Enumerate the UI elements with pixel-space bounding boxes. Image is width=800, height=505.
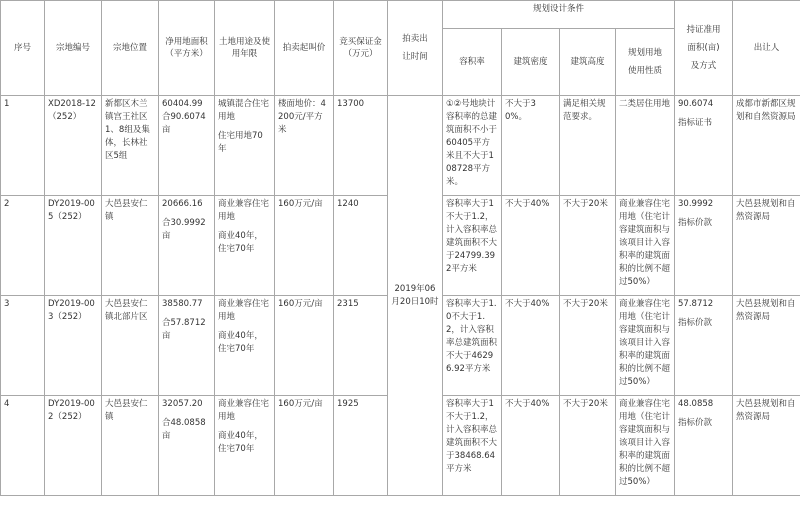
cell-measure-way: 指标价款 <box>678 418 713 428</box>
cell-area <box>159 296 215 396</box>
cell-location: 大邑县安仁镇 <box>102 196 159 296</box>
cell-start-price: 160万元/亩 <box>275 196 334 296</box>
header-area <box>159 1 215 96</box>
cell-land-use-type: 商业兼容住宅用地 <box>218 299 270 322</box>
cell-area <box>159 196 215 296</box>
cell-far: 容积率大于1不大于1.2，计入容积率总建筑面积不大于38468.64平方米 <box>443 396 502 496</box>
header-row-1 <box>1 1 800 29</box>
header-far: 容积率 <box>443 29 502 96</box>
header-seller: 出让人 <box>733 1 800 96</box>
cell-seller: 成都市新都区规划和自然资源局 <box>733 96 800 196</box>
header-deposit-line2: （万元） <box>343 49 378 59</box>
cell-land-use <box>215 396 275 496</box>
cell-land-use <box>215 96 275 196</box>
cell-area <box>159 96 215 196</box>
header-location: 宗地位置 <box>102 1 159 96</box>
cell-land-use <box>215 196 275 296</box>
header-measure-line1: 持证准用 <box>686 25 721 35</box>
header-code: 宗地编号 <box>45 1 102 96</box>
cell-auction-time: 2019年06月20日10时 <box>388 96 443 496</box>
header-planning: 规划设计条件 <box>443 1 675 29</box>
cell-code: DY2019-002（252） <box>45 396 102 496</box>
cell-area-mu: 合57.8712亩 <box>162 318 206 341</box>
cell-area-sqm: 38580.77 <box>162 299 203 309</box>
cell-far: ①②号地块计容积率的总建筑面积不小于60405平方米且不大于108728平方米。 <box>443 96 502 196</box>
cell-land-use <box>215 296 275 396</box>
cell-measure <box>675 96 733 196</box>
cell-land-use-term: 商业40年，住宅70年 <box>218 231 263 254</box>
cell-code: DY2019-005（252） <box>45 196 102 296</box>
table-row <box>1 96 800 196</box>
cell-measure-way: 指标价款 <box>678 318 713 328</box>
header-deposit-line1: 竞买保证金 <box>339 37 382 47</box>
cell-deposit: 13700 <box>334 96 388 196</box>
header-auction-time <box>388 1 443 96</box>
cell-measure <box>675 396 733 496</box>
cell-seller: 大邑县规划和自然资源局 <box>733 196 800 296</box>
cell-area-mu: 合30.9992亩 <box>162 218 206 241</box>
cell-land-use-term: 商业40年，住宅70年 <box>218 331 263 354</box>
cell-land-nature: 二类居住用地 <box>616 96 675 196</box>
cell-land-use-term: 商业40年，住宅70年 <box>218 431 263 454</box>
header-measure-line2: 面积(亩) <box>687 43 720 53</box>
cell-measure-way: 指标价款 <box>678 218 713 228</box>
cell-density: 不大于40% <box>502 196 560 296</box>
header-land-nature-line1: 规划用地 <box>628 48 663 58</box>
cell-deposit: 1240 <box>334 196 388 296</box>
cell-land-nature: 商业兼容住宅用地（住宅计容建筑面积与该项目计入容积率的建筑面积的比例不超过50%） <box>616 296 675 396</box>
cell-height: 满足相关规范要求。 <box>560 96 616 196</box>
cell-seller: 大邑县规划和自然资源局 <box>733 396 800 496</box>
header-land-nature-line2: 使用性质 <box>628 66 663 76</box>
header-land-use-line1: 土地用途及使 <box>218 37 270 47</box>
cell-start-price: 160万元/亩 <box>275 296 334 396</box>
header-area-line1: 净用地面积 <box>165 37 208 47</box>
cell-height: 不大于20米 <box>560 196 616 296</box>
cell-measure-mu: 30.9992 <box>678 199 714 209</box>
cell-seq: 4 <box>1 396 45 496</box>
cell-measure-mu: 57.8712 <box>678 299 714 309</box>
cell-location: 大邑县安仁镇北部片区 <box>102 296 159 396</box>
header-land-nature <box>616 29 675 96</box>
header-land-use-line2: 用年限 <box>231 49 258 59</box>
cell-land-use-type: 商业兼容住宅用地 <box>218 199 270 222</box>
cell-measure <box>675 296 733 396</box>
cell-location: 新都区木兰镇宫王社区1、8组及集体，长林社区5组 <box>102 96 159 196</box>
header-density: 建筑密度 <box>502 29 560 96</box>
header-auction-time-line1: 拍卖出 <box>402 34 428 44</box>
cell-measure-way: 指标证书 <box>678 118 713 128</box>
header-land-use <box>215 1 275 96</box>
cell-area-mu: 合48.0858亩 <box>162 418 206 441</box>
cell-start-price: 楼面地价：4200元/平方米 <box>275 96 334 196</box>
header-seq: 序号 <box>1 1 45 96</box>
cell-land-use-type: 城镇混合住宅用地 <box>218 99 270 122</box>
cell-code: DY2019-003（252） <box>45 296 102 396</box>
cell-area-sqm: 60404.99 <box>162 99 203 109</box>
cell-land-use-type: 商业兼容住宅用地 <box>218 399 270 422</box>
cell-density: 不大于40% <box>502 396 560 496</box>
cell-measure-mu: 90.6074 <box>678 99 714 109</box>
header-measure-line3: 及方式 <box>690 61 717 71</box>
cell-seq: 3 <box>1 296 45 396</box>
cell-height: 不大于20米 <box>560 396 616 496</box>
header-start-price: 拍卖起叫价 <box>275 1 334 96</box>
header-area-line2: （平方米） <box>165 49 208 59</box>
cell-land-nature: 商业兼容住宅用地（住宅计容建筑面积与该项目计入容积率的建筑面积的比例不超过50%） <box>616 196 675 296</box>
cell-measure <box>675 196 733 296</box>
cell-land-nature: 商业兼容住宅用地（住宅计容建筑面积与该项目计入容积率的建筑面积的比例不超过50%） <box>616 396 675 496</box>
cell-deposit: 1925 <box>334 396 388 496</box>
cell-far: 容积率大于1.0不大于1.2，计入容积率总建筑面积不大于46296.92平方米 <box>443 296 502 396</box>
header-measure <box>675 1 733 96</box>
cell-land-use-term: 住宅用地70年 <box>218 131 263 154</box>
cell-area-sqm: 20666.16 <box>162 199 203 209</box>
cell-seq: 2 <box>1 196 45 296</box>
cell-density: 不大于30%。 <box>502 96 560 196</box>
cell-deposit: 2315 <box>334 296 388 396</box>
header-auction-time-line2: 让时间 <box>402 52 428 62</box>
header-height: 建筑高度 <box>560 29 616 96</box>
cell-start-price: 160万元/亩 <box>275 396 334 496</box>
cell-area-mu: 合90.6074亩 <box>162 112 206 135</box>
cell-seller: 大邑县规划和自然资源局 <box>733 296 800 396</box>
cell-seq: 1 <box>1 96 45 196</box>
header-deposit <box>334 1 388 96</box>
cell-location: 大邑县安仁镇 <box>102 396 159 496</box>
cell-density: 不大于40% <box>502 296 560 396</box>
cell-area-sqm: 32057.20 <box>162 399 203 409</box>
cell-area <box>159 396 215 496</box>
cell-height: 不大于20米 <box>560 296 616 396</box>
cell-measure-mu: 48.0858 <box>678 399 714 409</box>
cell-far: 容积率大于1不大于1.2，计入容积率总建筑面积不大于24799.392平方米 <box>443 196 502 296</box>
cell-code: XD2018-12（252） <box>45 96 102 196</box>
